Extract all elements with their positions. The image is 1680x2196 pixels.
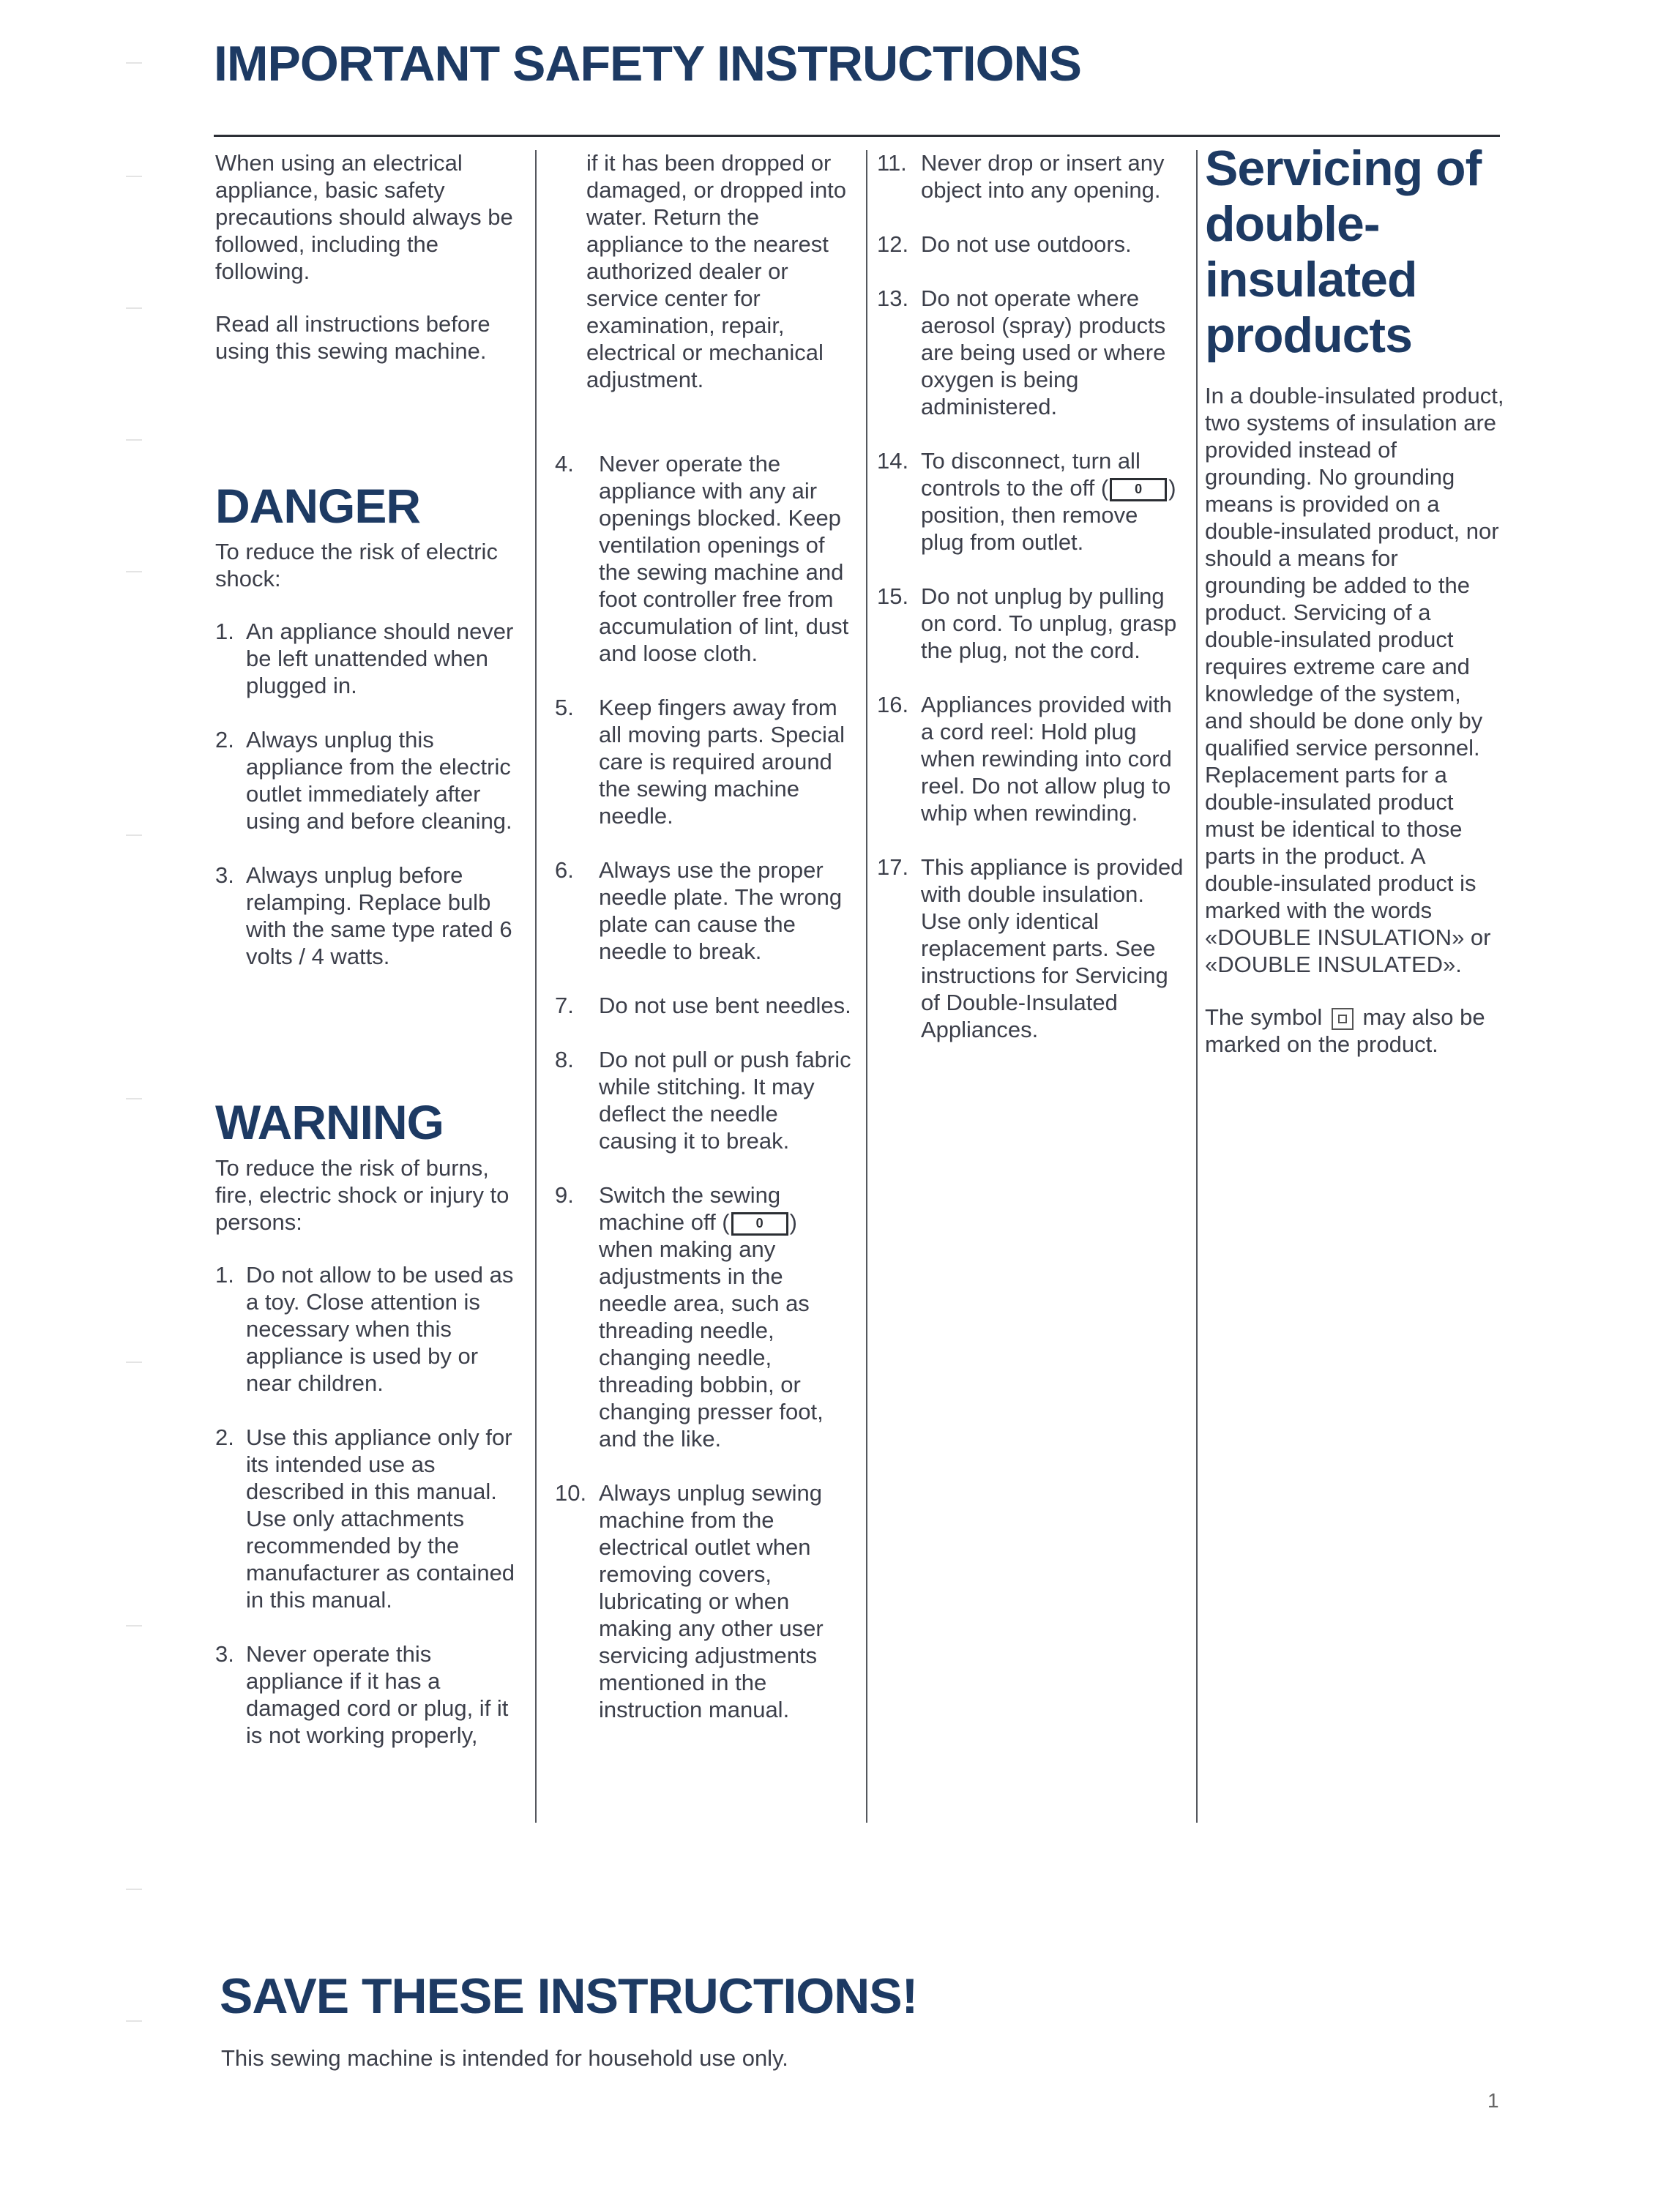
- symbol-note-end: may also be marked on the product.: [1205, 1004, 1485, 1057]
- item-number: 10.: [555, 1480, 587, 1506]
- danger-section: [215, 478, 523, 970]
- margin-mark: [126, 1362, 142, 1363]
- item-number: 9.: [555, 1182, 574, 1208]
- list-item: [555, 450, 855, 667]
- item-text: Always unplug before relamping. Replace bulb with the same type rated 6 volts / 4 watts.: [246, 862, 512, 969]
- save-instructions-heading: SAVE THESE INSTRUCTIONS!: [220, 1968, 918, 2024]
- column-divider: [1196, 150, 1198, 1823]
- list-item: [555, 1046, 855, 1154]
- column-divider: [535, 150, 537, 1823]
- item-number: 1.: [215, 1262, 234, 1288]
- servicing-heading: Servicing of double-insulated products: [1205, 141, 1482, 363]
- column-divider: [866, 150, 867, 1823]
- item-text-end: ) position, then remove plug from outlet.: [921, 475, 1176, 555]
- warning-list-continued-2: [877, 149, 1186, 1043]
- item-text: Use this appliance only for its intended use as described in this manual. Use only attachments recommended by the manufacturer as contained in this manual.: [246, 1424, 515, 1613]
- margin-mark: [126, 1625, 142, 1627]
- page-title: IMPORTANT SAFETY INSTRUCTIONS: [214, 36, 1081, 92]
- item-number: 8.: [555, 1047, 574, 1072]
- margin-mark: [126, 176, 142, 177]
- symbol-note: [1205, 1004, 1505, 1058]
- intro-text: When using an electrical appliance, basic safety precautions should always be followed, including the following.: [215, 150, 513, 284]
- warning-list-continued: [555, 450, 855, 1723]
- continued-text: if it has been dropped or damaged, or dropped into water. Return the appliance to the nearest authorized dealer or service center for examination, repair, electrical or mechanical adjustment.: [586, 150, 847, 392]
- margin-mark: [126, 1889, 142, 1890]
- item-text: Appliances provided with a cord reel: Hold plug when rewinding into cord reel. Do not allow plug to whip when rewinding.: [921, 692, 1172, 826]
- item-number: 3.: [215, 862, 234, 888]
- item-text: Never drop or insert any object into any opening.: [921, 150, 1165, 203]
- margin-mark: [126, 62, 142, 64]
- list-item: [215, 1640, 523, 1749]
- item-number: 7.: [555, 993, 574, 1018]
- item-number: 14.: [877, 448, 909, 474]
- list-item: [215, 1261, 523, 1397]
- list-item: [555, 856, 855, 965]
- item-number: 4.: [555, 451, 574, 477]
- item-text-end: ) when making any adjustments in the needle area, such as threading needle, changing needle, threading bobbin, or changing presser foot, and the like.: [599, 1209, 824, 1452]
- list-item: [877, 285, 1186, 420]
- servicing-body: In a double-insulated product, two systems of insulation are provided instead of grounding. No grounding means is provided on a double-insulated product, nor should a means for grounding be added to the product. Servicing of a double-insulated product requires extreme care and knowledge of the system, and should be done only by qualified service personnel. Replacement parts for a double-insulated product must be identical to those parts in the product. A double-insulated product is marked with the words «DOUBLE INSULATION» or «DOUBLE INSULATED».: [1205, 383, 1504, 977]
- column-2: [555, 149, 855, 1750]
- item-text: Do not pull or push fabric while stitching. It may deflect the needle causing it to break.: [599, 1047, 851, 1154]
- item-text: Do not allow to be used as a toy. Close attention is necessary when this appliance is used by or near children.: [246, 1262, 514, 1396]
- margin-mark: [126, 307, 142, 309]
- danger-subtitle: To reduce the risk of electric shock:: [215, 539, 498, 591]
- list-item: [555, 694, 855, 829]
- margin-mark: [126, 571, 142, 572]
- item-text: This appliance is provided with double insulation. Use only identical replacement parts. See instructions for Servicing of Double-Insulated Appliances.: [921, 854, 1184, 1042]
- item-text: Always use the proper needle plate. The wrong plate can cause the needle to break.: [599, 857, 843, 964]
- item-text: Always unplug this appliance from the electric outlet immediately after using and before cleaning.: [246, 727, 512, 834]
- read-all-text: Read all instructions before using this sewing machine.: [215, 311, 490, 364]
- header-rule: [214, 135, 1500, 137]
- item-text: Do not use bent needles.: [599, 993, 851, 1018]
- item-number: 3.: [215, 1641, 234, 1667]
- warning-subtitle: To reduce the risk of burns, fire, electric shock or injury to persons:: [215, 1155, 509, 1235]
- list-item: [555, 992, 855, 1019]
- item-text: Never operate the appliance with any air openings blocked. Keep ventilation openings of the sewing machine and foot controller free from accumulation of lint, dust and loose cloth.: [599, 451, 849, 666]
- margin-mark: [126, 439, 142, 441]
- warning-list: [215, 1261, 523, 1749]
- item-number: 2.: [215, 1424, 234, 1450]
- list-item: [877, 691, 1186, 826]
- double-insulation-icon: [1332, 1008, 1354, 1030]
- symbol-note-start: The symbol: [1205, 1004, 1323, 1030]
- list-item: [215, 618, 523, 699]
- warning-section: [215, 1094, 523, 1749]
- list-item: [555, 1181, 855, 1452]
- item-number: 5.: [555, 695, 574, 720]
- list-item: [215, 1424, 523, 1613]
- item-text: An appliance should never be left unattended when plugged in.: [246, 619, 514, 698]
- list-item: [555, 1479, 855, 1723]
- margin-mark: [126, 2020, 142, 2022]
- item-text: Do not operate where aerosol (spray) products are being used or where oxygen is being administered.: [921, 285, 1166, 419]
- item-number: 12.: [877, 231, 909, 257]
- page-number: 1: [1487, 2089, 1499, 2112]
- item-text-start: To disconnect, turn all controls to the off (: [921, 448, 1140, 501]
- item-text: Do not use outdoors.: [921, 231, 1132, 257]
- column-1: [215, 149, 523, 1776]
- item-text-start: Switch the sewing machine off (: [599, 1182, 781, 1235]
- margin-mark: [126, 1098, 142, 1099]
- item-number: 6.: [555, 857, 574, 883]
- column-4: [1205, 141, 1505, 1083]
- danger-list: [215, 618, 523, 970]
- item-text: Do not unplug by pulling on cord. To unplug, grasp the plug, not the cord.: [921, 583, 1177, 663]
- item-text: Always unplug sewing machine from the electrical outlet when removing covers, lubricating or when making any other user servicing adjustments mentioned in the instruction manual.: [599, 1480, 824, 1722]
- list-item: [877, 149, 1186, 203]
- list-item: [215, 726, 523, 834]
- item-number: 1.: [215, 619, 234, 644]
- list-item: [877, 854, 1186, 1043]
- danger-heading: DANGER: [215, 479, 421, 533]
- item-number: 17.: [877, 854, 909, 880]
- list-item: [877, 447, 1186, 556]
- switch-off-symbol: 0: [1110, 478, 1167, 501]
- item-number: 2.: [215, 727, 234, 752]
- switch-off-symbol: 0: [731, 1212, 788, 1236]
- column-3: [877, 149, 1186, 1070]
- item-text: Keep fingers away from all moving parts. Special care is required around the sewing machine needle.: [599, 695, 845, 829]
- warning-heading: WARNING: [215, 1095, 444, 1149]
- margin-mark: [126, 834, 142, 836]
- item-number: 16.: [877, 692, 909, 717]
- item-number: 11.: [877, 150, 907, 176]
- item-number: 13.: [877, 285, 909, 311]
- list-item: [877, 231, 1186, 258]
- household-note: This sewing machine is intended for household use only.: [221, 2045, 788, 2071]
- list-item: [877, 583, 1186, 664]
- item-number: 15.: [877, 583, 909, 609]
- item-text: Never operate this appliance if it has a damaged cord or plug, if it is not working properly,: [246, 1641, 509, 1748]
- list-item: [215, 862, 523, 970]
